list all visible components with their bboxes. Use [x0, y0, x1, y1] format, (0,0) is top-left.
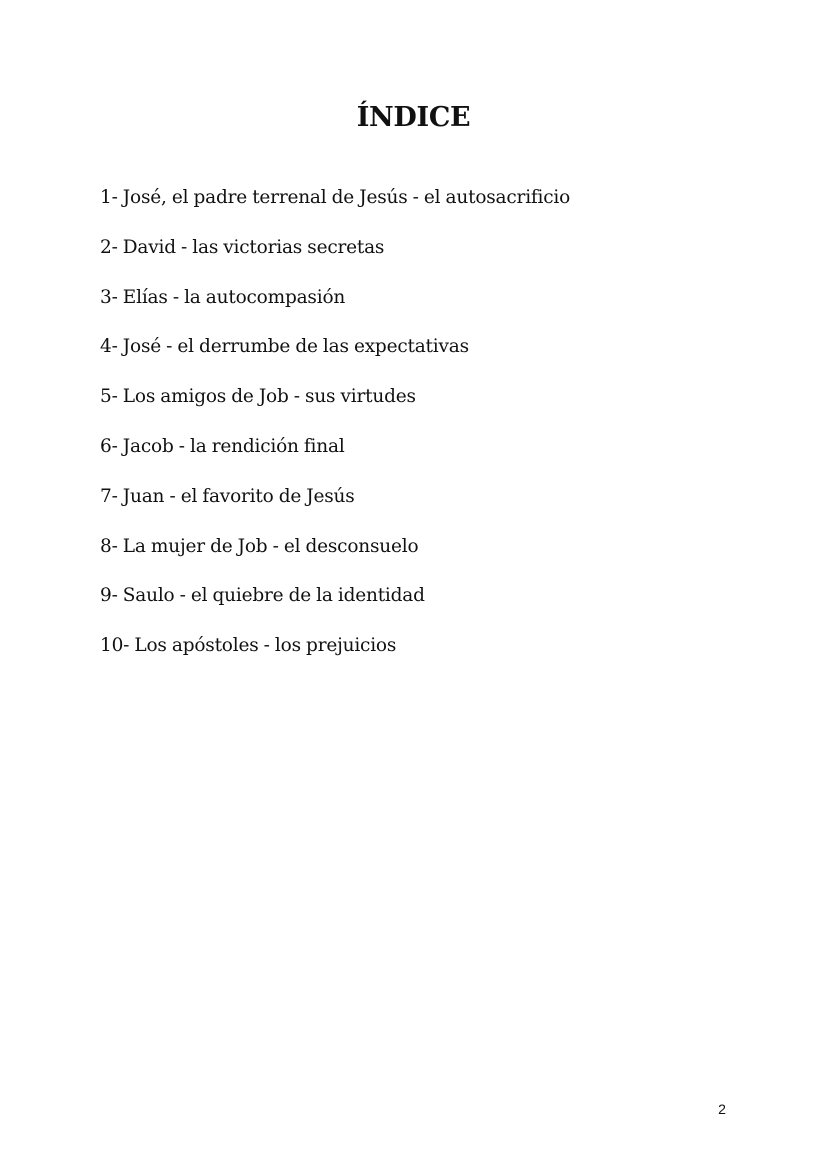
toc-entry: 4- José - el derrumbe de las expectativas	[100, 336, 469, 358]
page-number: 2	[718, 1101, 726, 1117]
toc-entry: 9- Saulo - el quiebre de la identidad	[100, 585, 425, 607]
toc-entry: 3- Elías - la autocompasión	[100, 286, 346, 308]
toc-entry: 2- David - las victorias secretas	[100, 236, 385, 258]
toc-entry: 5- Los amigos de Job - sus virtudes	[100, 386, 416, 408]
table-of-contents	[100, 184, 570, 682]
toc-entry: 6- Jacob - la rendición final	[100, 435, 345, 457]
page-title: ÍNDICE	[356, 102, 471, 133]
toc-entry: 10- Los apóstoles - los prejuicios	[100, 635, 397, 657]
toc-entry: 7- Juan - el favorito de Jesús	[100, 485, 355, 507]
toc-entry: 8- La mujer de Job - el desconsuelo	[100, 535, 419, 557]
toc-entry: 1- José, el padre terrenal de Jesús - el autosacrificio	[100, 187, 571, 208]
